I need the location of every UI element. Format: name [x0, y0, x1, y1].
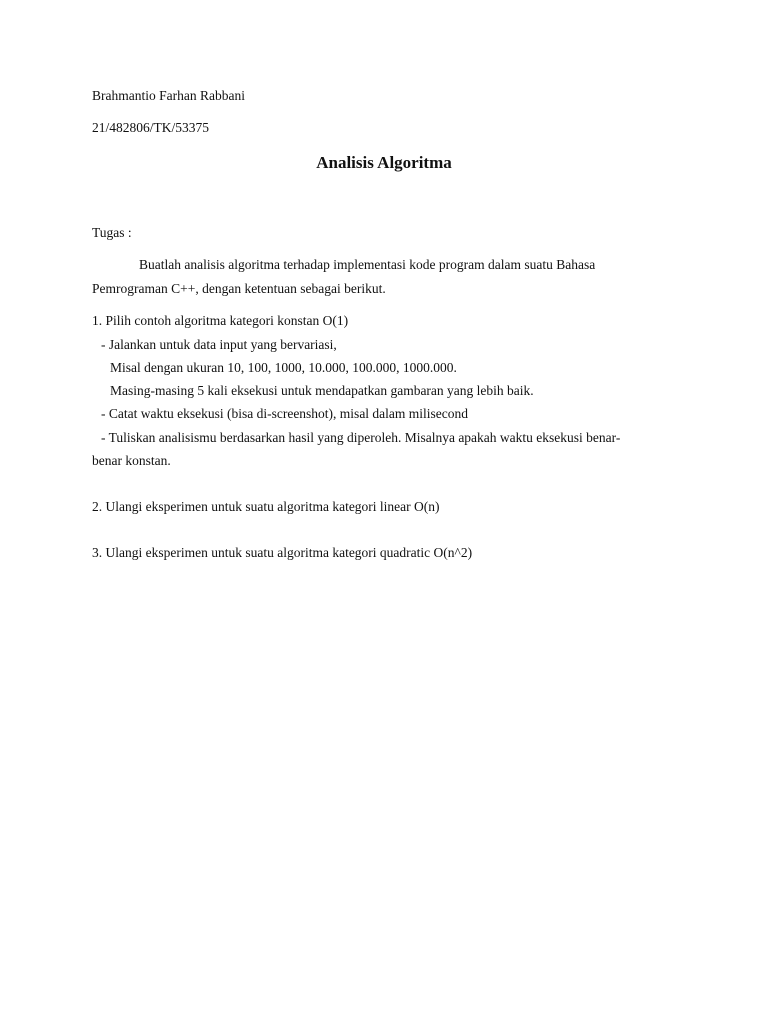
author-name: Brahmantio Farhan Rabbani: [92, 88, 245, 103]
item-2: 2. Ulangi eksperimen untuk suatu algoritma kategori linear O(n): [92, 499, 440, 514]
item-1-line-3: Masing-masing 5 kali eksekusi untuk mendapatkan gambaran yang lebih baik.: [110, 383, 534, 398]
item-1-line-5: - Tuliskan analisismu berdasarkan hasil yang diperoleh. Misalnya apakah waktu eksekusi benar-: [101, 430, 621, 445]
item-1-line-6: benar konstan.: [92, 453, 171, 468]
document-title: Analisis Algoritma: [316, 153, 452, 172]
intro-line-2: Pemrograman C++, dengan ketentuan sebagai berikut.: [92, 281, 386, 296]
student-id: 21/482806/TK/53375: [92, 120, 209, 135]
item-1-line-2: Misal dengan ukuran 10, 100, 1000, 10.000, 100.000, 1000.000.: [110, 360, 457, 375]
intro-line-1: Buatlah analisis algoritma terhadap implementasi kode program dalam suatu Bahasa: [139, 257, 596, 272]
item-3: 3. Ulangi eksperimen untuk suatu algoritma kategori quadratic O(n^2): [92, 545, 473, 560]
item-1-line-4: - Catat waktu eksekusi (bisa di-screenshot), misal dalam milisecond: [101, 406, 469, 421]
item-1-heading: 1. Pilih contoh algoritma kategori konstan O(1): [92, 313, 349, 328]
task-label: Tugas :: [92, 225, 132, 240]
item-1-line-1: - Jalankan untuk data input yang bervariasi,: [101, 337, 337, 352]
